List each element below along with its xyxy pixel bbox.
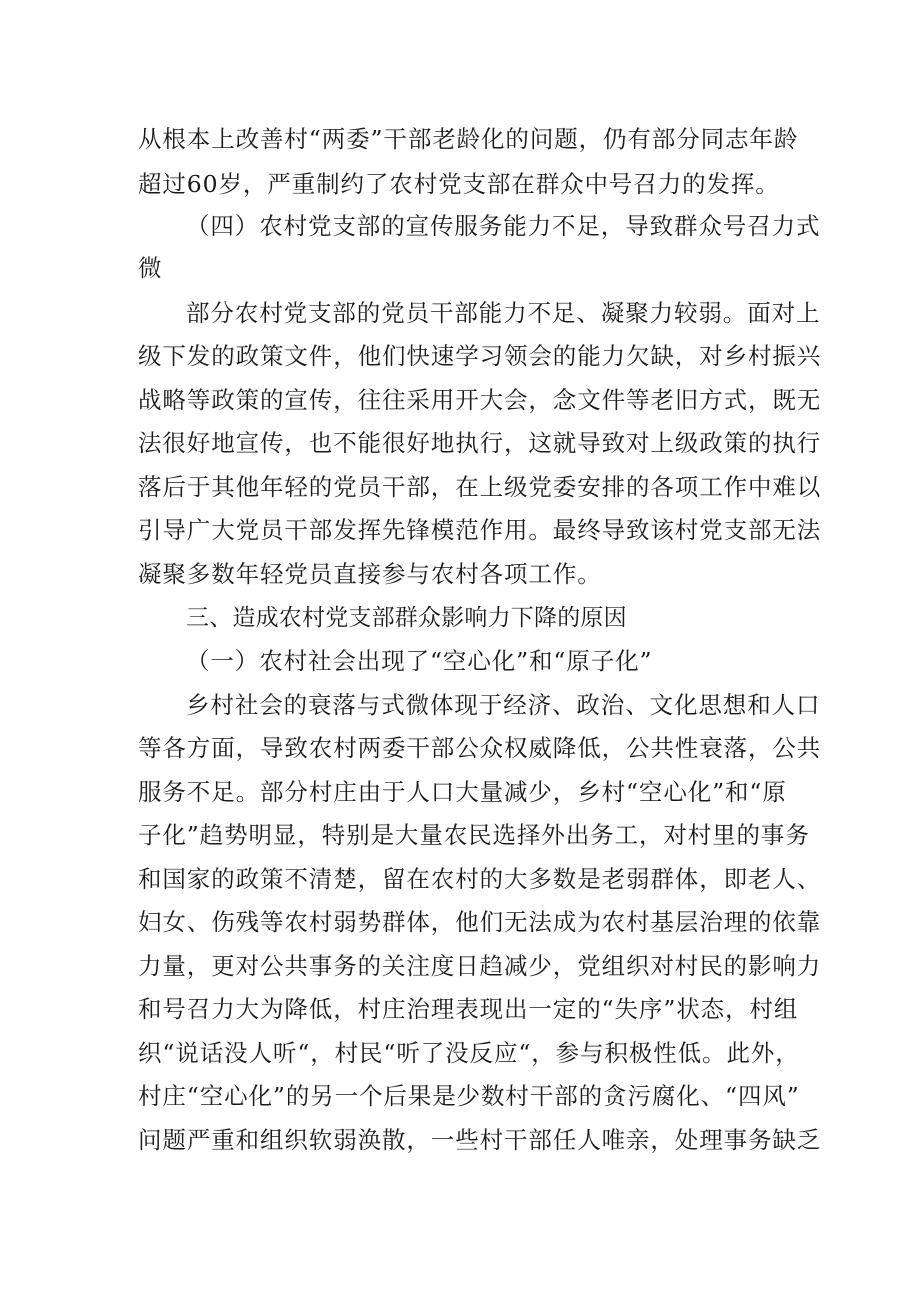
- body-text-line: 力量，更对公共事务的关注度日趋减少，党组织对村民的影响力: [138, 952, 822, 980]
- body-text-line: 村庄“空心化”的另一个后果是少数村干部的贪污腐化、“四风”: [138, 1082, 800, 1110]
- body-text-line: 超过60岁，严重制约了农村党支部在群众中号召力的发挥。: [138, 170, 780, 198]
- body-text-line: 织“说话没人听“，村民“听了没反应“，参与积极性低。此外，: [138, 1039, 800, 1067]
- body-text-line: 妇女、伤残等农村弱势群体，他们无法成为农村基层治理的依靠: [138, 908, 822, 936]
- body-text-line: 和号召力大为降低，村庄治理表现出一定的“失序”状态，村组: [138, 995, 799, 1023]
- section-heading: 三、造成农村党支部群众影响力下降的原因: [186, 605, 627, 631]
- body-text-line: 等各方面，导致农村两委干部公众权威降低，公共性衰落，公共: [138, 734, 822, 762]
- body-text-line: 落后于其他年轻的党员干部，在上级党委安排的各项工作中难以: [138, 473, 822, 501]
- body-text-line: 从根本上改善村“两委”干部老龄化的问题，仍有部分同志年龄: [138, 125, 799, 153]
- paragraph-first-line: 部分农村党支部的党员干部能力不足、凝聚力较弱。面对上: [186, 299, 821, 327]
- body-text-line: 问题严重和组织软弱涣散，一些村干部任人唯亲，处理事务缺乏: [138, 1126, 822, 1154]
- body-text-line: 战略等政策的宣传，往往采用开大会，念文件等老旧方式，既无: [138, 386, 822, 414]
- subsection-heading: （一）农村社会出现了“空心化”和“原子化”: [186, 647, 653, 675]
- body-text-line: 和国家的政策不清楚，留在农村的大多数是老弱群体，即老人、: [138, 865, 822, 893]
- paragraph-first-line: 乡村社会的衰落与式微体现于经济、政治、文化思想和人口: [186, 691, 821, 719]
- subsection-heading-continuation: 微: [138, 254, 163, 282]
- body-text-line: 引导广大党员干部发挥先锋模范作用。最终导致该村党支部无法: [138, 516, 822, 544]
- subsection-heading: （四）农村党支部的宣传服务能力不足，导致群众号召力式: [186, 212, 821, 240]
- body-text-line: 凝聚多数年轻党员直接参与农村各项工作。: [138, 560, 602, 588]
- body-text-line: 级下发的政策文件，他们快速学习领会的能力欠缺，对乡村振兴: [138, 342, 822, 370]
- body-text-line: 服务不足。部分村庄由于人口大量减少，乡村“空心化”和“原: [138, 778, 787, 806]
- body-text-line: 子化”趋势明显，特别是大量农民选择外出务工，对村里的事务: [138, 821, 810, 849]
- body-text-line: 法很好地宣传，也不能很好地执行，这就导致对上级政策的执行: [138, 429, 822, 457]
